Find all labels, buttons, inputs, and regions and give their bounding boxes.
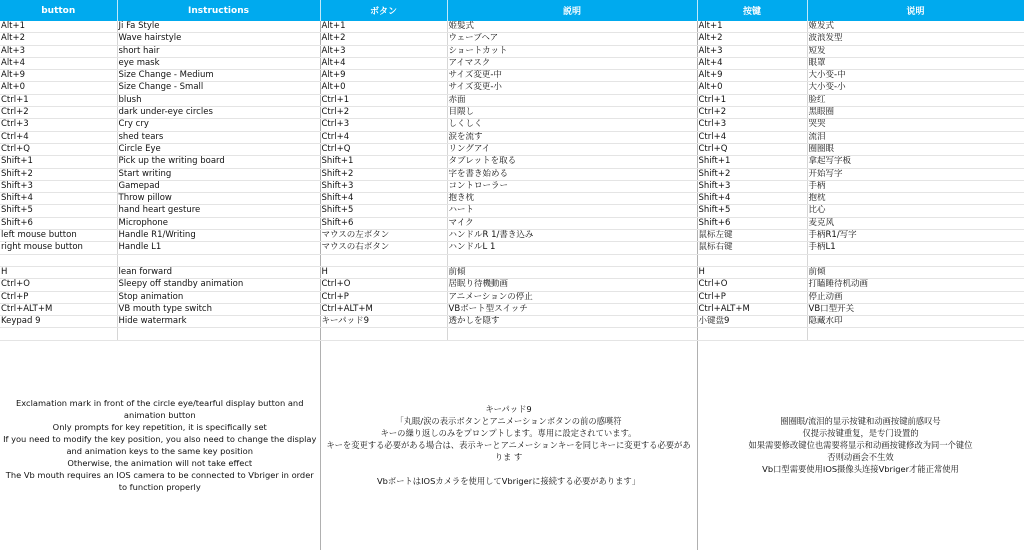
cell-desc-zh: 开始写字 [807,168,1024,180]
cell-desc-zh: 手柄L1 [807,242,1024,254]
table-row [0,266,1024,278]
cell-key-en: Shift+1 [0,156,117,168]
cell-desc-zh: 拿起写字板 [807,156,1024,168]
cell-desc-zh: 大小变-中 [807,70,1024,82]
cell-desc-en: Circle Eye [117,143,320,155]
cell-desc-zh: 前倾 [807,266,1024,278]
cell-key-zh: Alt+3 [697,45,807,57]
cell-desc-ja: ハンドルL 1 [447,242,697,254]
cell-key-ja: Alt+0 [320,82,447,94]
cell-desc-ja: VBボート型スイッチ [447,303,697,315]
table-row [0,33,1024,45]
cell-desc-ja: アニメーションの停止 [447,291,697,303]
cell-desc-en: Sleepy off standby animation [117,279,320,291]
table-row [0,217,1024,229]
table-row [0,328,1024,340]
cell-key-en: Alt+9 [0,70,117,82]
table-row [0,119,1024,131]
cell-key-zh: Ctrl+P [697,291,807,303]
cell-key-en: Alt+3 [0,45,117,57]
cell-desc-en [117,328,320,340]
cell-key-en: Ctrl+1 [0,94,117,106]
cell-desc-ja: タブレットを取る [447,156,697,168]
cell-key-zh: Shift+6 [697,217,807,229]
cell-desc-ja: ハンドルR 1/書き込み [447,230,697,242]
table-row [0,242,1024,254]
cell-desc-ja: 居眠り待機動画 [447,279,697,291]
cell-key-en: Shift+6 [0,217,117,229]
cell-key-en [0,328,117,340]
cell-desc-en: Ji Fa Style [117,21,320,33]
cell-desc-zh: VB口型开关 [807,303,1024,315]
notes-chinese [697,340,1024,550]
cell-desc-zh: 比心 [807,205,1024,217]
cell-key-en: Shift+2 [0,168,117,180]
cell-desc-zh [807,328,1024,340]
cell-desc-ja: リングアイ [447,143,697,155]
cell-key-en: Alt+1 [0,21,117,33]
cell-key-zh: Ctrl+4 [697,131,807,143]
cell-key-ja: Shift+3 [320,180,447,192]
cell-desc-ja: アイマスク [447,57,697,69]
cell-desc-zh: 手柄R1/写字 [807,230,1024,242]
cell-key-ja: Alt+3 [320,45,447,57]
cell-key-zh: 小键盘9 [697,316,807,328]
cell-desc-ja: ウェーブヘア [447,33,697,45]
table-row [0,316,1024,328]
cell-desc-en: Handle L1 [117,242,320,254]
cell-desc-ja: 抱き枕 [447,193,697,205]
cell-key-zh: 鼠标左键 [697,230,807,242]
table-row [0,70,1024,82]
cell-desc-en: eye mask [117,57,320,69]
cell-key-zh [697,328,807,340]
cell-key-ja: Ctrl+ALT+M [320,303,447,315]
cell-desc-en: dark under-eye circles [117,107,320,119]
table-row [0,94,1024,106]
cell-key-ja: Shift+6 [320,217,447,229]
cell-desc-en: shed tears [117,131,320,143]
notes-english-text: Exclamation mark in front of the circle eye/tearful display button and animation button Only prompts for key repetition, it is specifically set If you need to modify the key position, you also need to change the display and animation keys to the same key position Otherwise, the animation will not take effect The Vb mouth requires an IOS camera to be connected to Vbriger in order to function properly [3,398,317,493]
cell-desc-zh: 姬发式 [807,21,1024,33]
cell-desc-ja: コントローラー [447,180,697,192]
cell-key-ja [320,328,447,340]
table-row [0,57,1024,69]
cell-key-en: Alt+2 [0,33,117,45]
cell-desc-zh: 哭哭 [807,119,1024,131]
table-row [0,279,1024,291]
cell-key-zh: Alt+0 [697,82,807,94]
notes-chinese-text: 圈圈眼/流泪的显示按键和动画按键前感叹号 仅提示按键重复，是专门设置的 如果需要修改键位也需要将显示和动画按键修改为同一个键位 否则动画会不生效 Vb口型需要使用IOS摄像头连接Vbriger才能正常使用 [748,416,973,475]
cell-key-ja: Ctrl+O [320,279,447,291]
table-row [0,131,1024,143]
table-row [0,21,1024,33]
cell-key-ja: Ctrl+2 [320,107,447,119]
cell-key-ja: Ctrl+1 [320,94,447,106]
table-row [0,168,1024,180]
cell-key-en: Ctrl+2 [0,107,117,119]
table-row [0,193,1024,205]
cell-desc-zh: 隐藏水印 [807,316,1024,328]
cell-key-en: Ctrl+ALT+M [0,303,117,315]
cell-desc-ja: 赤面 [447,94,697,106]
cell-key-en: Ctrl+Q [0,143,117,155]
cell-key-ja: H [320,266,447,278]
cell-desc-ja: 透かしを隠す [447,316,697,328]
cell-desc-zh [807,254,1024,266]
cell-desc-zh: 大小变-小 [807,82,1024,94]
cell-desc-en: Wave hairstyle [117,33,320,45]
cell-key-ja: Shift+5 [320,205,447,217]
table-row [0,230,1024,242]
cell-desc-zh: 抱枕 [807,193,1024,205]
cell-key-en: left mouse button [0,230,117,242]
cell-desc-en: Handle R1/Writing [117,230,320,242]
cell-desc-en: Size Change - Small [117,82,320,94]
col-header-description-zh: 说明 [807,0,1024,21]
cell-desc-en [117,254,320,266]
cell-key-ja: Ctrl+4 [320,131,447,143]
table-row [0,143,1024,155]
cell-key-en: Alt+4 [0,57,117,69]
cell-desc-ja: 目隈し [447,107,697,119]
cell-desc-en: Pick up the writing board [117,156,320,168]
cell-desc-ja [447,328,697,340]
cell-desc-zh: 流泪 [807,131,1024,143]
cell-desc-en: hand heart gesture [117,205,320,217]
cell-desc-ja: ハート [447,205,697,217]
cell-key-en [0,254,117,266]
table-row [0,205,1024,217]
cell-desc-ja: 前傾 [447,266,697,278]
cell-desc-en: VB mouth type switch [117,303,320,315]
cell-desc-zh: 脸红 [807,94,1024,106]
table-row [0,180,1024,192]
cell-key-zh: 鼠标右键 [697,242,807,254]
table-row [0,107,1024,119]
cell-key-ja: Ctrl+P [320,291,447,303]
cell-key-ja: Alt+2 [320,33,447,45]
cell-key-en: Ctrl+P [0,291,117,303]
cell-key-zh: Alt+4 [697,57,807,69]
cell-desc-zh: 停止动画 [807,291,1024,303]
cell-key-ja: Shift+4 [320,193,447,205]
cell-desc-zh: 波浪发型 [807,33,1024,45]
cell-desc-ja: サイズ変更-中 [447,70,697,82]
cell-desc-ja: 涙を流す [447,131,697,143]
cell-desc-ja [447,254,697,266]
col-header-instructions: Instructions [117,0,320,21]
cell-key-en: Ctrl+O [0,279,117,291]
cell-desc-en: Size Change - Medium [117,70,320,82]
cell-desc-en: Start writing [117,168,320,180]
cell-desc-zh: 眼罩 [807,57,1024,69]
cell-desc-ja: 字を書き始める [447,168,697,180]
cell-key-ja: マウスの右ボタン [320,242,447,254]
cell-key-ja: Alt+1 [320,21,447,33]
cell-desc-en: Microphone [117,217,320,229]
cell-key-zh [697,254,807,266]
cell-desc-ja: しくしく [447,119,697,131]
notes-row [0,340,1024,550]
cell-key-en: Shift+5 [0,205,117,217]
col-header-button-zh: 按键 [697,0,807,21]
cell-key-ja: マウスの左ボタン [320,230,447,242]
table-row [0,82,1024,94]
cell-key-en: Alt+0 [0,82,117,94]
cell-desc-ja: 姫髪式 [447,21,697,33]
cell-key-zh: Ctrl+ALT+M [697,303,807,315]
cell-key-ja: Ctrl+3 [320,119,447,131]
cell-desc-en: lean forward [117,266,320,278]
cell-desc-ja: ショートカット [447,45,697,57]
cell-desc-zh: 短发 [807,45,1024,57]
cell-desc-ja: マイク [447,217,697,229]
cell-key-ja: Ctrl+Q [320,143,447,155]
notes-japanese [320,340,697,550]
cell-key-zh: Ctrl+2 [697,107,807,119]
cell-key-zh: Shift+4 [697,193,807,205]
cell-key-zh: Alt+1 [697,21,807,33]
cell-key-zh: Shift+5 [697,205,807,217]
cell-key-en: H [0,266,117,278]
cell-desc-en: Throw pillow [117,193,320,205]
col-header-button: button [0,0,117,21]
cell-key-en: Ctrl+4 [0,131,117,143]
cell-desc-zh: 打瞌睡待机动画 [807,279,1024,291]
cell-key-zh: Ctrl+1 [697,94,807,106]
cell-key-en: right mouse button [0,242,117,254]
cell-desc-en: Hide watermark [117,316,320,328]
cell-desc-zh: 麦克风 [807,217,1024,229]
cell-desc-en: Stop animation [117,291,320,303]
cell-key-zh: Ctrl+3 [697,119,807,131]
cell-key-ja: Shift+1 [320,156,447,168]
cell-desc-zh: 圈圈眼 [807,143,1024,155]
cell-key-en: Ctrl+3 [0,119,117,131]
cell-desc-zh: 黑眼圈 [807,107,1024,119]
cell-key-zh: Alt+9 [697,70,807,82]
cell-key-ja: キーパッド9 [320,316,447,328]
cell-key-en: Shift+3 [0,180,117,192]
cell-desc-zh: 手柄 [807,180,1024,192]
cell-desc-ja: サイズ変更-小 [447,82,697,94]
table-row [0,303,1024,315]
cell-key-zh: Shift+2 [697,168,807,180]
cell-key-ja [320,254,447,266]
cell-key-en: Shift+4 [0,193,117,205]
col-header-button-ja: ボタン [320,0,447,21]
cell-key-zh: Ctrl+Q [697,143,807,155]
notes-japanese-text: キーパッド9 「丸眼/涙の表示ボタンとアニメーションボタンの前の感嘆符 キーの繰り返しのみをプロンプトします。専用に設定されています。 キーを変更する必要がある場合は、表示キーとアニメーションキーを同じキーに変更する必要がありま す VbボートはIOSカメラを使用してVbrigerに接続する必要があります」 [326,404,691,487]
cell-desc-en: short hair [117,45,320,57]
table-row [0,156,1024,168]
table-row [0,254,1024,266]
table-row [0,291,1024,303]
cell-desc-en: blush [117,94,320,106]
table-row [0,45,1024,57]
header-row [0,0,1024,21]
col-header-description-ja: 説明 [447,0,697,21]
cell-key-zh: Ctrl+O [697,279,807,291]
cell-desc-en: Gamepad [117,180,320,192]
cell-key-ja: Shift+2 [320,168,447,180]
cell-key-en: Keypad 9 [0,316,117,328]
cell-key-zh: Alt+2 [697,33,807,45]
cell-key-zh: Shift+1 [697,156,807,168]
cell-key-ja: Alt+4 [320,57,447,69]
cell-desc-en: Cry cry [117,119,320,131]
notes-english [0,340,320,550]
cell-key-zh: H [697,266,807,278]
cell-key-ja: Alt+9 [320,70,447,82]
cell-key-zh: Shift+3 [697,180,807,192]
